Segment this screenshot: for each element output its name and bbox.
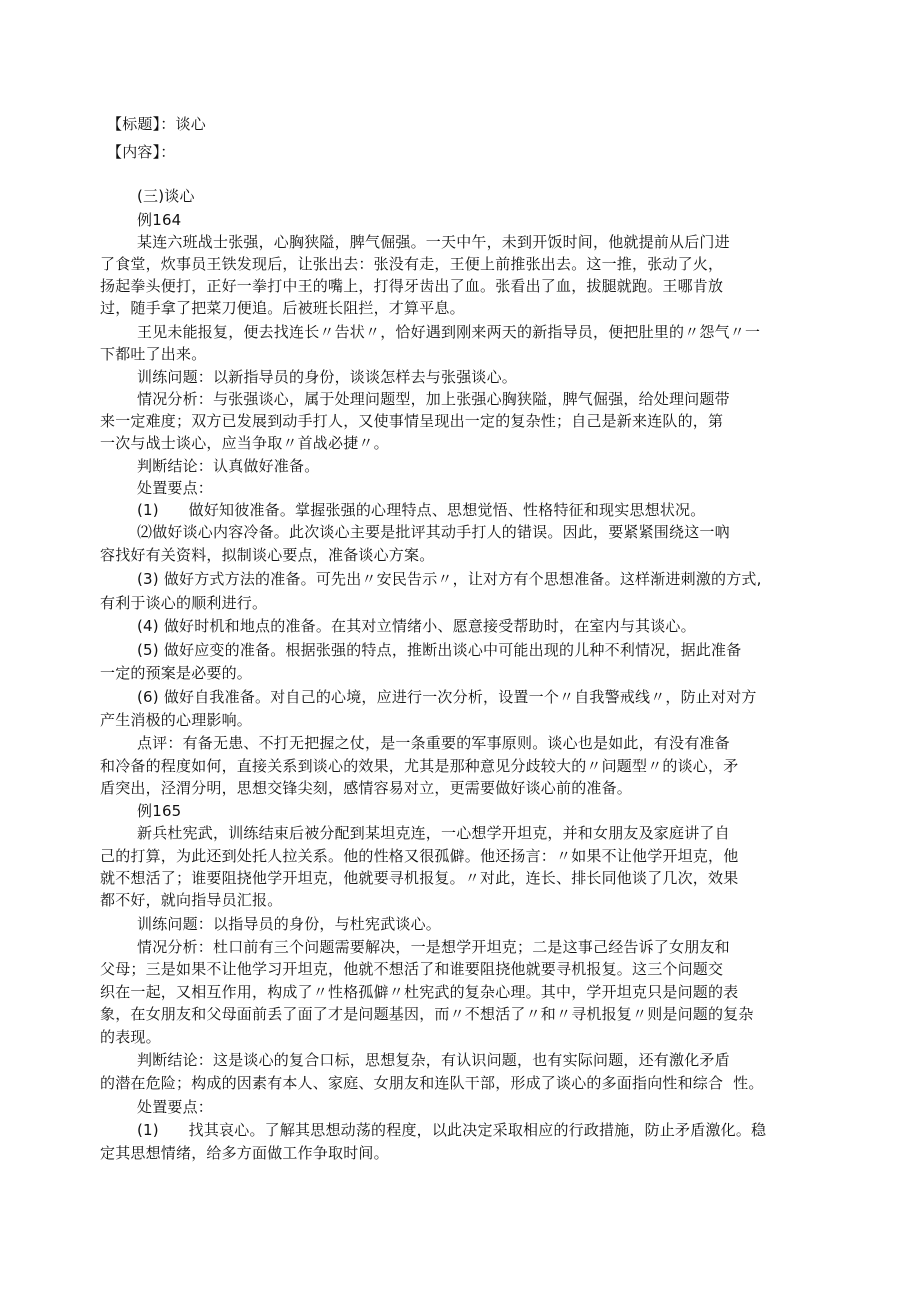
- section-heading: (三)谈心: [137, 187, 195, 205]
- text-line: 某连六班战士张强，心胸狭隘，脾气倔强。一天中午，未到开饭时间，他就提前从后门进: [137, 233, 730, 251]
- text-line: (4) 做好时机和地点的准备。在其对立情绪小、愿意接受帮助时，在室内与其谈心。: [137, 617, 696, 635]
- text-line: 和冷备的程度如何，直接关系到谈心的效果，尤其是那种意见分歧较大的〃问题型〃的谈心，矛: [100, 757, 739, 775]
- text-line: 点评：有备无患、不打无把握之仗，是一条重要的军事原则。谈心也是如此，有没有准备: [137, 734, 730, 752]
- text-line: 的表现。: [100, 1028, 161, 1046]
- text-line: (5) 做好应变的准备。根据张强的特点，推断出谈心中可能出现的儿种不利情况，据此准备: [137, 641, 742, 659]
- text-line: 训练问题：以指导员的身份，与杜宪武谈心。: [137, 915, 442, 933]
- text-line: 判断结论：这是谈心的复合口标，思想复杂，有认识问题，也有实际问题，还有激化矛盾: [137, 1051, 730, 1069]
- text-line: 容找好有关资料，拟制谈心要点，准备谈心方案。: [100, 546, 435, 564]
- text-line: 产生消极的心理影响。: [100, 711, 253, 729]
- text-line: 训练问题：以新指导员的身份，谈谈怎样去与张强谈心。: [137, 368, 518, 386]
- text-line: 父母；三是如果不让他学习开坦克，他就不想活了和谁要阻挠他就要寻机报复。这三个问题交: [100, 960, 724, 978]
- text-line: 一定的预案是必要的。: [100, 664, 253, 682]
- content-line: 【内容】：: [107, 143, 176, 161]
- text-line: 盾突出，泾渭分明，思想交锋尖刻，感情容易对立，更需要做好谈心前的准备。: [100, 779, 633, 797]
- text-line: 就不想活了；谁要阻挠他学开坦克，他就要寻机报复。〃对此，连长、排长同他谈了几次，效果: [100, 869, 739, 887]
- text-line: 处置要点：: [137, 1098, 214, 1116]
- text-line: 过，随手拿了把菜刀便追。后被班长阻拦，才算平息。: [100, 299, 465, 317]
- text-line: 判断结论：认真做好准备。: [137, 457, 320, 475]
- example-number: 例165: [137, 802, 182, 820]
- text-line: 下都吐了出来。: [100, 345, 207, 363]
- text-line: 织在一起，又相互作用，构成了〃性格孤僻〃杜宪武的复杂心理。其中，学开坦克只是问题的表: [100, 983, 739, 1001]
- text-line: 己的打算，为此还到处托人拉关系。他的性格又很孤僻。他还扬言：〃如果不让他学开坦克，他: [100, 847, 739, 865]
- text-line: 情况分析：与张强谈心，属于处理问题型，加上张强心胸狭隘，脾气倔强，给处理问题带: [137, 390, 730, 408]
- text-line: (1) 做好知彼准备。掌握张强的心理特点、思想觉悟、性格特征和现实思想状况。: [137, 501, 706, 519]
- text-line: 有利于谈心的顺利进行。: [100, 594, 268, 612]
- text-line: 的潜在危险；构成的因素有本人、家庭、女朋友和连队干部，形成了谈心的多面指向性和综合 性。: [100, 1074, 764, 1092]
- text-line: 情况分析：杜口前有三个问题需要解决，一是想学开坦克；二是这事己经告诉了女朋友和: [137, 938, 730, 956]
- text-line: (1) 找其哀心。了解其思想动荡的程度，以此决定采取相应的行政措施，防止矛盾激化。稳: [137, 1121, 767, 1139]
- text-line: 都不好，就向指导员汇报。: [100, 891, 283, 909]
- text-line: ⑵做好谈心内容冷备。此次谈心主要是批评其动手打人的错误。因此，要紧紧围绕这一吶: [137, 523, 730, 541]
- example-number: 例164: [137, 211, 182, 229]
- text-line: 一次与战士谈心，应当争取〃首战必捷〃。: [100, 434, 389, 452]
- text-line: 定其思想情绪，给多方面做工作争取时间。: [100, 1144, 389, 1162]
- text-line: (3) 做好方式方法的准备。可先出〃安民告示〃，让对方有个思想准备。这样渐进刺激的方式,: [137, 570, 762, 588]
- text-line: 王见未能报复，便去找连长〃告状〃，恰好遇到刚来两天的新指导员，便把肚里的〃怨气〃一: [137, 323, 761, 341]
- text-line: (6) 做好自我准备。对自己的心境，应进行一次分析，设置一个〃自我警戒线〃，防止对对方: [137, 688, 757, 706]
- text-line: 来一定难度；双方已发展到动手打人，又使事情呈现出一定的复杂性；自己是新来连队的，第: [100, 412, 724, 430]
- title-line: 【标题】：谈心: [107, 115, 206, 133]
- text-line: 新兵杜宪武，训练结束后被分配到某坦克连，一心想学开坦克，并和女朋友及家庭讲了自: [137, 824, 730, 842]
- text-line: 扬起拳头便打，正好一拳打中王的嘴上，打得牙齿出了血。张看出了血，拔腿就跑。王哪肯放: [100, 277, 724, 295]
- text-line: 象，在女朋友和父母面前丢了面了才是问题基因，而〃不想活了〃和〃寻机报复〃则是问题的复杂: [100, 1005, 754, 1023]
- text-line: 了食堂，炊事员王铁发现后，让张出去：张没有走，王便上前推张出去。这一推，张动了火，: [100, 255, 724, 273]
- text-line: 处置要点：: [137, 479, 214, 497]
